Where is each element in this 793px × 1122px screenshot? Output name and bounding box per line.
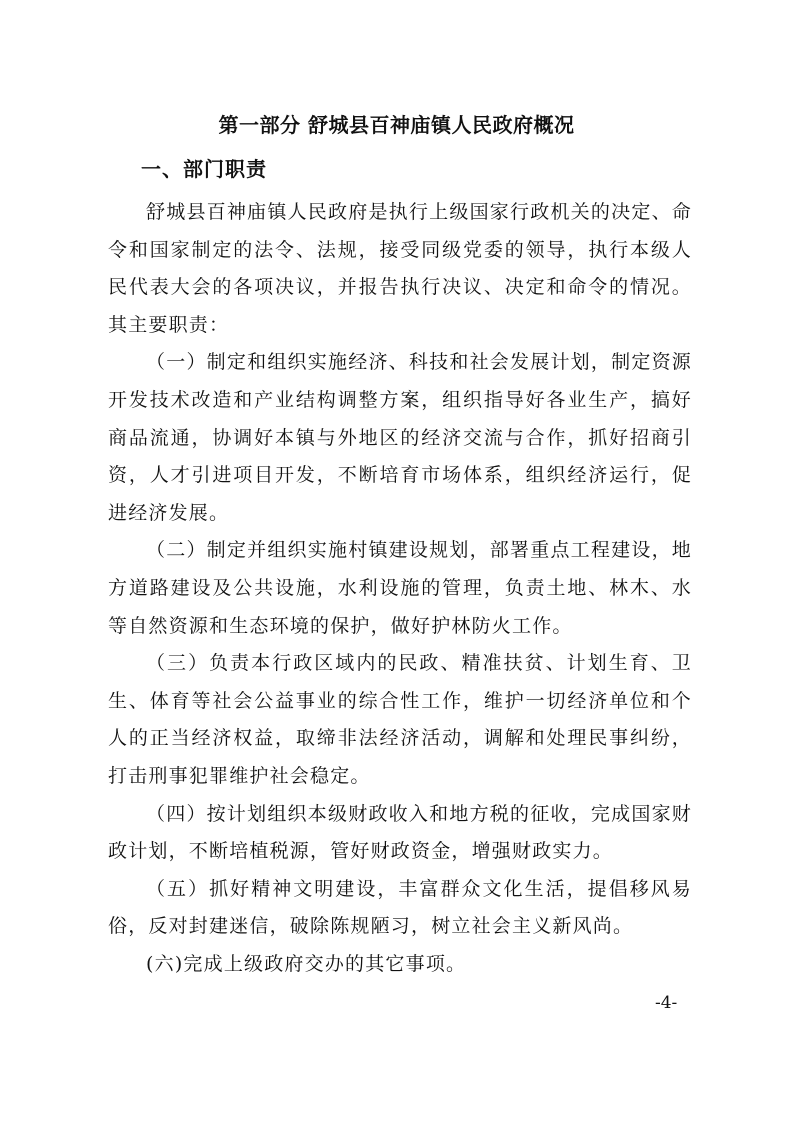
paragraph-duty-5: （五）抓好精神文明建设，丰富群众文化生活，提倡移风易俗，反对封建迷信，破除陈规陋习，树立社会主义新风尚。: [108, 877, 692, 938]
paragraph-duty-3: （三）负责本行政区域内的民政、精准扶贫、计划生育、卫生、体育等社会公益事业的综合性工作，维护一切经济单位和个人的正当经济权益，取缔非法经济活动，调解和处理民事纠纷，打击刑事犯罪维护社会稳定。: [108, 652, 692, 787]
page-title: 第一部分 舒城县百神庙镇人民政府概况: [218, 113, 575, 137]
section-heading: 一、部门职责: [141, 157, 267, 181]
paragraph-duty-2: （二）制定并组织实施村镇建设规划，部署重点工程建设，地方道路建设及公共设施，水利设施的管理，负责土地、林木、水等自然资源和生态环境的保护，做好护林防火工作。: [108, 539, 692, 637]
paragraph-duty-4: （四）按计划组织本级财政收入和地方税的征收，完成国家财政计划，不断培植税源，管好财政资金，增强财政实力。: [108, 802, 692, 863]
paragraph-intro: 舒城县百神庙镇人民政府是执行上级国家行政机关的决定、命令和国家制定的法令、法规，接受同级党委的领导，执行本级人民代表大会的各项决议，并报告执行决议、决定和命令的情况。其主要职责：: [108, 201, 692, 336]
page-number: -4-: [655, 993, 678, 1013]
body-text: [108, 194, 692, 983]
paragraph-duty-1: （一）制定和组织实施经济、科技和社会发展计划，制定资源开发技术改造和产业结构调整方案，组织指导好各业生产，搞好商品流通，协调好本镇与外地区的经济交流与合作，抓好招商引资，人才引进项目开发，不断培育市场体系，组织经济运行，促进经济发展。: [108, 351, 692, 524]
paragraph-duty-6: (六)完成上级政府交办的其它事项。: [146, 952, 467, 975]
